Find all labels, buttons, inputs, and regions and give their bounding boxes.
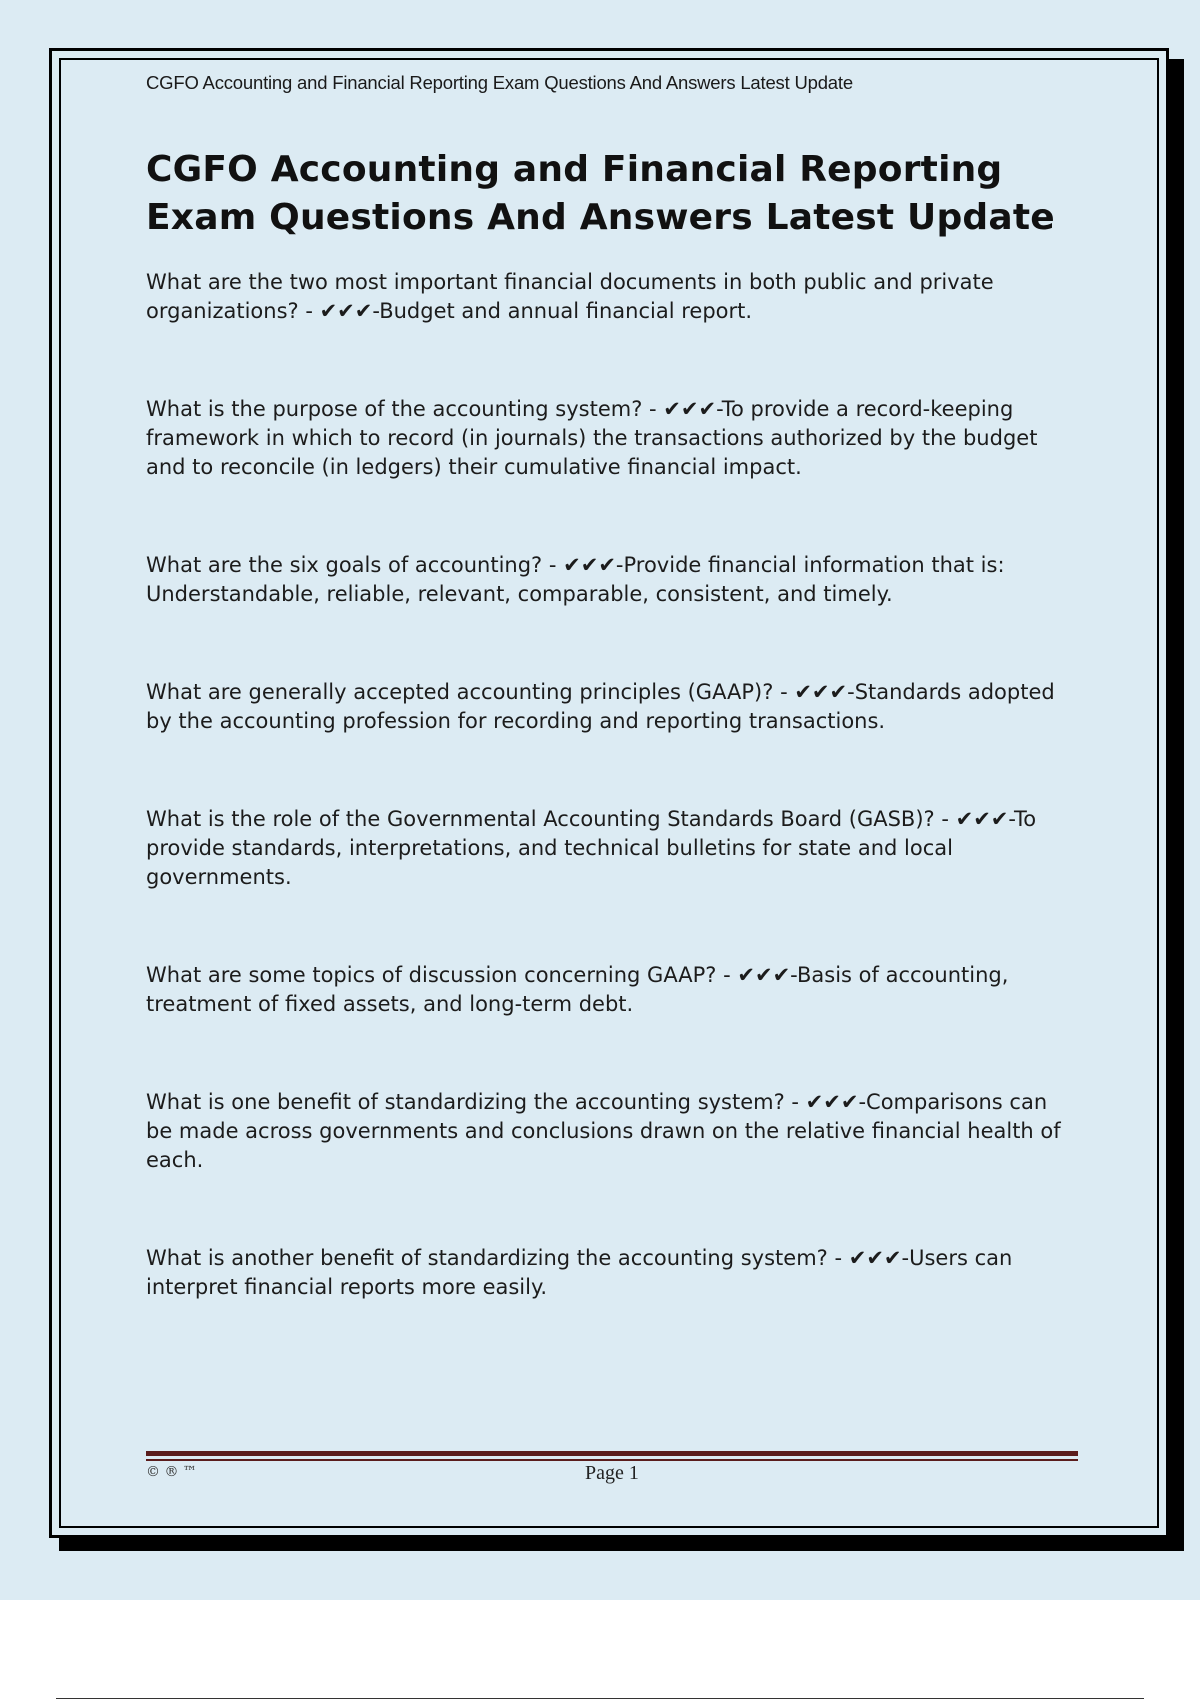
qa-item: What is another benefit of standardizing the accounting system? - ✔✔✔-Users can interpret financial reports more easily. [146, 1246, 1013, 1299]
qa-item: What is the role of the Governmental Accounting Standards Board (GASB)? - ✔✔✔-To provide standards, interpretations, and technical bulletins for state and local governments. [146, 807, 1037, 889]
footer-rule-thin [146, 1459, 1078, 1461]
qa-item: What are some topics of discussion concerning GAAP? - ✔✔✔-Basis of accounting, treatment of fixed assets, and long-term debt. [146, 963, 1009, 1016]
qa-item: What is the purpose of the accounting system? - ✔✔✔-To provide a record-keeping framework in which to record (in journals) the transactions authorized by the budget and to reconcile (in ledgers) their cumulative financial impact. [146, 397, 1038, 479]
footer-rule [146, 1451, 1078, 1456]
page-separator [56, 1698, 1144, 1699]
page-number: Page 1 [585, 1462, 639, 1484]
qa-item: What is one benefit of standardizing the accounting system? - ✔✔✔-Comparisons can be made across governments and conclusions drawn on the relative financial health of each. [146, 1090, 1061, 1172]
document-title-line-1: CGFO Accounting and Financial Reporting [146, 149, 1003, 190]
document-content [146, 72, 1076, 1302]
qa-item: What are generally accepted accounting principles (GAAP)? - ✔✔✔-Standards adopted by the accounting profession for recording and reporting transactions. [146, 680, 1055, 733]
document-title [146, 146, 1076, 242]
document-title-line-2: Exam Questions And Answers Latest Update [146, 197, 1055, 238]
qa-item: What are the six goals of accounting? - ✔✔✔-Provide financial information that is: Understandable, reliable, relevant, comparable, consistent, and timely. [146, 553, 1005, 606]
qa-list [146, 268, 1076, 1302]
footer-symbols: © ® ™ [146, 1464, 197, 1480]
running-header: CGFO Accounting and Financial Reporting Exam Questions And Answers Latest Update [146, 72, 853, 93]
qa-item: What are the two most important financial documents in both public and private organizations? - ✔✔✔-Budget and annual financial report. [146, 270, 994, 323]
